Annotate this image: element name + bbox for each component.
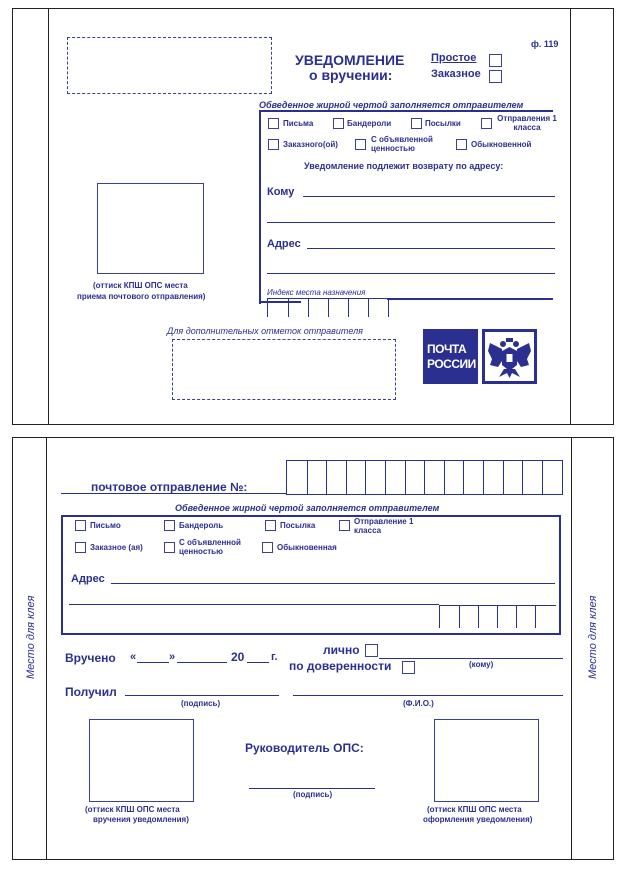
- label-declared-value-item: С объявленной ценностью: [179, 538, 241, 556]
- bottom-address-label: Адрес: [71, 573, 105, 585]
- to-label: Кому: [267, 186, 295, 198]
- registration-stamp-caption-1: (оттиск КПШ ОПС места: [427, 805, 522, 814]
- to-whom-line[interactable]: [379, 658, 563, 659]
- received-signature-caption: (подпись): [181, 699, 221, 708]
- acceptance-stamp-caption-2: приема почтового отправления): [77, 292, 206, 301]
- registration-stamp-box[interactable]: [434, 719, 539, 802]
- checkbox-parcels[interactable]: [411, 118, 422, 129]
- option-simple-checkbox[interactable]: [489, 54, 502, 67]
- delivered-year-line[interactable]: [247, 662, 269, 663]
- checkbox-ordinary[interactable]: [456, 139, 467, 150]
- year-suffix: г.: [271, 651, 278, 663]
- return-address-note: Уведомление подлежит возврату по адресу:: [304, 161, 504, 171]
- checkbox-letters[interactable]: [268, 118, 279, 129]
- by-proxy-label: по доверенности: [289, 659, 392, 673]
- acceptance-stamp-caption-1: (оттиск КПШ ОПС места: [93, 281, 188, 290]
- delivered-month-line[interactable]: [177, 662, 227, 663]
- russian-post-logo: [423, 329, 478, 384]
- checkbox-declared-value-item[interactable]: [164, 542, 175, 553]
- personally-label: лично: [323, 643, 360, 657]
- by-proxy-checkbox[interactable]: [402, 661, 415, 674]
- label-ordinary: Обыкновенной: [471, 140, 532, 149]
- label-parcels: Посылки: [425, 119, 461, 128]
- logo-text-line2: РОССИИ: [427, 357, 476, 371]
- checkbox-first-class[interactable]: [481, 118, 492, 129]
- sender-address-field-box[interactable]: [67, 37, 272, 94]
- received-fio-line[interactable]: [293, 695, 563, 696]
- checkbox-parcel[interactable]: [265, 520, 276, 531]
- logo-text-line1: ПОЧТА: [427, 342, 467, 356]
- checkbox-declared-value[interactable]: [355, 139, 366, 150]
- option-simple-label: Простое: [431, 52, 477, 64]
- bottom-fold-line-right: [571, 438, 572, 859]
- bottom-fold-line-left: [46, 438, 47, 859]
- label-registered: Заказного(ой): [283, 140, 338, 149]
- label-letters: Письма: [283, 119, 314, 128]
- sender-fill-note: Обведенное жирной чертой заполняется отправителем: [259, 100, 524, 110]
- head-signature-caption: (подпись): [293, 790, 333, 799]
- delivery-stamp-box[interactable]: [89, 719, 194, 802]
- delivered-day-line[interactable]: [137, 662, 169, 663]
- address-line-2[interactable]: [267, 273, 555, 274]
- top-fold-line-left: [48, 9, 49, 424]
- to-line-2[interactable]: [267, 222, 555, 223]
- checkbox-ordinary-item[interactable]: [262, 542, 273, 553]
- label-letter: Письмо: [90, 521, 121, 530]
- glue-area-left: Место для клея: [25, 595, 37, 679]
- delivered-label: Вручено: [65, 651, 116, 665]
- checkbox-registered[interactable]: [268, 139, 279, 150]
- label-first-class-item: Отправление 1 класса: [354, 517, 414, 535]
- checkbox-letter[interactable]: [75, 520, 86, 531]
- to-line-1[interactable]: [303, 196, 555, 197]
- received-label: Получил: [65, 685, 117, 699]
- form-code: ф. 119: [531, 39, 559, 49]
- address-label: Адрес: [267, 238, 301, 250]
- option-registered-label: Заказное: [431, 68, 481, 80]
- label-parcel: Посылка: [280, 521, 316, 530]
- bottom-address-line-1[interactable]: [111, 583, 555, 584]
- extra-marks-box[interactable]: [172, 339, 396, 400]
- label-first-class: Отправления 1 класса: [497, 114, 557, 132]
- received-signature-line[interactable]: [125, 695, 279, 696]
- glue-area-right: Место для клея: [587, 595, 599, 679]
- label-declared-value: С объявленной ценностью: [371, 135, 433, 153]
- notification-title: УВЕДОМЛЕНИЕ: [295, 52, 405, 68]
- option-registered-checkbox[interactable]: [489, 70, 502, 83]
- checkbox-small-parcel[interactable]: [164, 520, 175, 531]
- notification-bottom-panel: [12, 437, 614, 860]
- head-signature-line[interactable]: [249, 788, 375, 789]
- bottom-index-cells[interactable]: [439, 605, 556, 628]
- index-label: Индекс места назначения: [267, 288, 366, 297]
- top-fold-line-right: [570, 9, 571, 424]
- bottom-sender-fill-note: Обведенное жирной чертой заполняется отправителем: [175, 503, 440, 513]
- bottom-address-line-2[interactable]: [69, 604, 439, 605]
- delivery-stamp-caption-1: (оттиск КПШ ОПС места: [85, 805, 180, 814]
- checkbox-registered-item[interactable]: [75, 542, 86, 553]
- post-office-head-label: Руководитель ОПС:: [245, 741, 364, 755]
- address-line-1[interactable]: [307, 248, 555, 249]
- label-small-parcels: Бандероли: [347, 119, 392, 128]
- shipment-number-label: почтовое отправление №:: [91, 480, 248, 494]
- eagle-emblem-icon: [482, 329, 537, 384]
- label-small-parcel: Бандероль: [179, 521, 224, 530]
- checkbox-first-class-item[interactable]: [339, 520, 350, 531]
- quote-close: »: [169, 651, 176, 663]
- to-whom-caption: (кому): [469, 660, 494, 669]
- extra-marks-label: Для дополнительных отметок отправителя: [167, 326, 363, 336]
- registration-stamp-caption-2: оформления уведомления): [423, 815, 533, 824]
- label-registered-item: Заказное (ая): [90, 543, 143, 552]
- index-cells[interactable]: [267, 298, 389, 317]
- acceptance-stamp-box[interactable]: [97, 183, 204, 274]
- checkbox-small-parcels[interactable]: [333, 118, 344, 129]
- received-fio-caption: (Ф.И.О.): [403, 699, 434, 708]
- personally-checkbox[interactable]: [365, 644, 378, 657]
- quote-open: «: [130, 651, 137, 663]
- notification-subtitle: о вручении:: [309, 67, 393, 83]
- label-ordinary-item: Обыкновенная: [277, 543, 337, 552]
- year-prefix: 20: [231, 650, 245, 664]
- delivery-stamp-caption-2: вручения уведомления): [93, 815, 189, 824]
- shipment-number-cells[interactable]: [286, 460, 563, 495]
- notification-top-panel: [12, 8, 614, 425]
